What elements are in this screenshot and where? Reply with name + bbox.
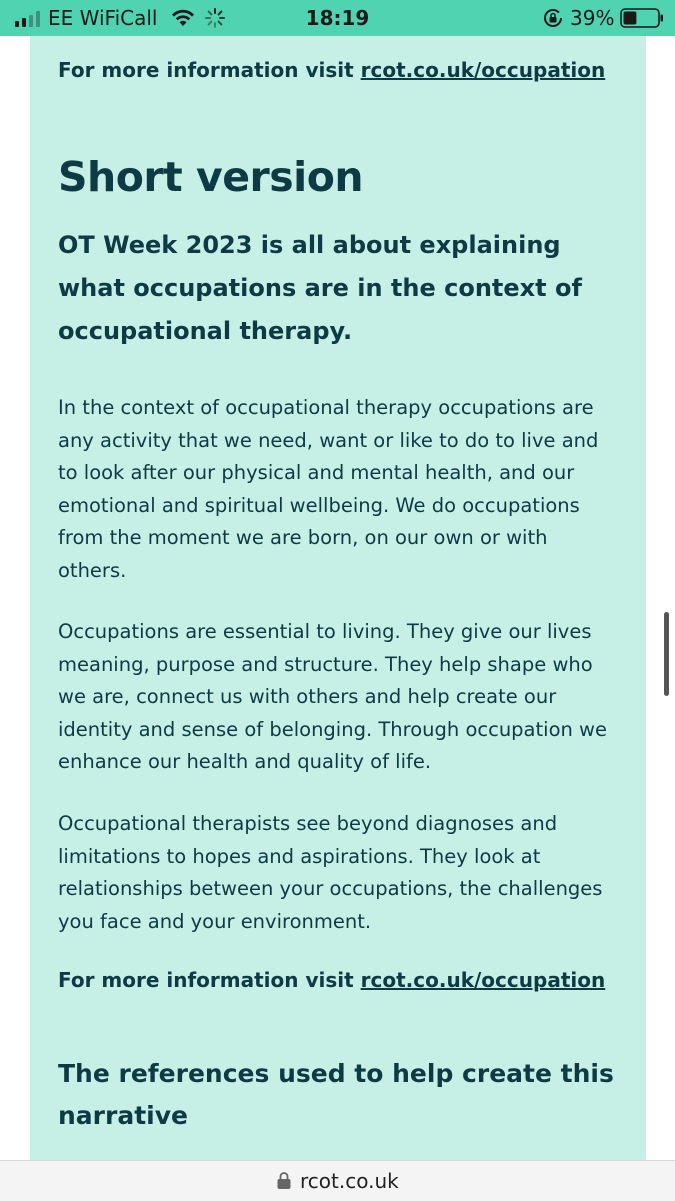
more-info-link[interactable]: rcot.co.uk/occupation: [360, 968, 606, 992]
url-bar[interactable]: [0, 1160, 675, 1201]
status-bar: [0, 0, 675, 36]
battery-icon: [620, 8, 664, 28]
lead-text: OT Week 2023 is all about explaining what occupations are in the context of occupational therapy.: [58, 231, 582, 345]
more-info-text: For more information visit: [58, 968, 361, 992]
article-panel: [30, 36, 646, 1160]
more-info-top: [58, 56, 618, 84]
carrier-name: EE WiFiCall: [48, 6, 158, 30]
paragraph-1: In the context of occupational therapy occupations are any activity that we need, want or like to do to live and to look after our physical and mental health, and our emotional and spiritual wellbeing. We do occupations from the moment we are born, on our own or with others.: [58, 396, 599, 582]
lock-icon: [276, 1171, 292, 1191]
url-domain[interactable]: rcot.co.uk: [300, 1169, 399, 1193]
section-title: Short version: [58, 153, 364, 201]
clock: 18:19: [305, 6, 370, 30]
battery-percentage: 39%: [570, 6, 615, 30]
references-title: The references used to help create this narrative: [58, 1059, 614, 1130]
more-info-text: For more information visit: [58, 58, 361, 82]
more-info-link[interactable]: rcot.co.uk/occupation: [360, 58, 606, 82]
more-info-bottom: [58, 966, 618, 994]
rotation-lock-icon: [543, 8, 563, 28]
scrollbar-thumb[interactable]: [664, 612, 669, 696]
paragraph-2: Occupations are essential to living. They give our lives meaning, purpose and structure. They help shape who we are, connect us with others and help create our identity and sense of belonging. Through occupation we enhance our health and quality of life.: [58, 620, 607, 773]
paragraph-3: Occupational therapists see beyond diagnoses and limitations to hopes and aspirations. They look at relationships between your occupations, the challenges you face and your environment.: [58, 812, 603, 933]
